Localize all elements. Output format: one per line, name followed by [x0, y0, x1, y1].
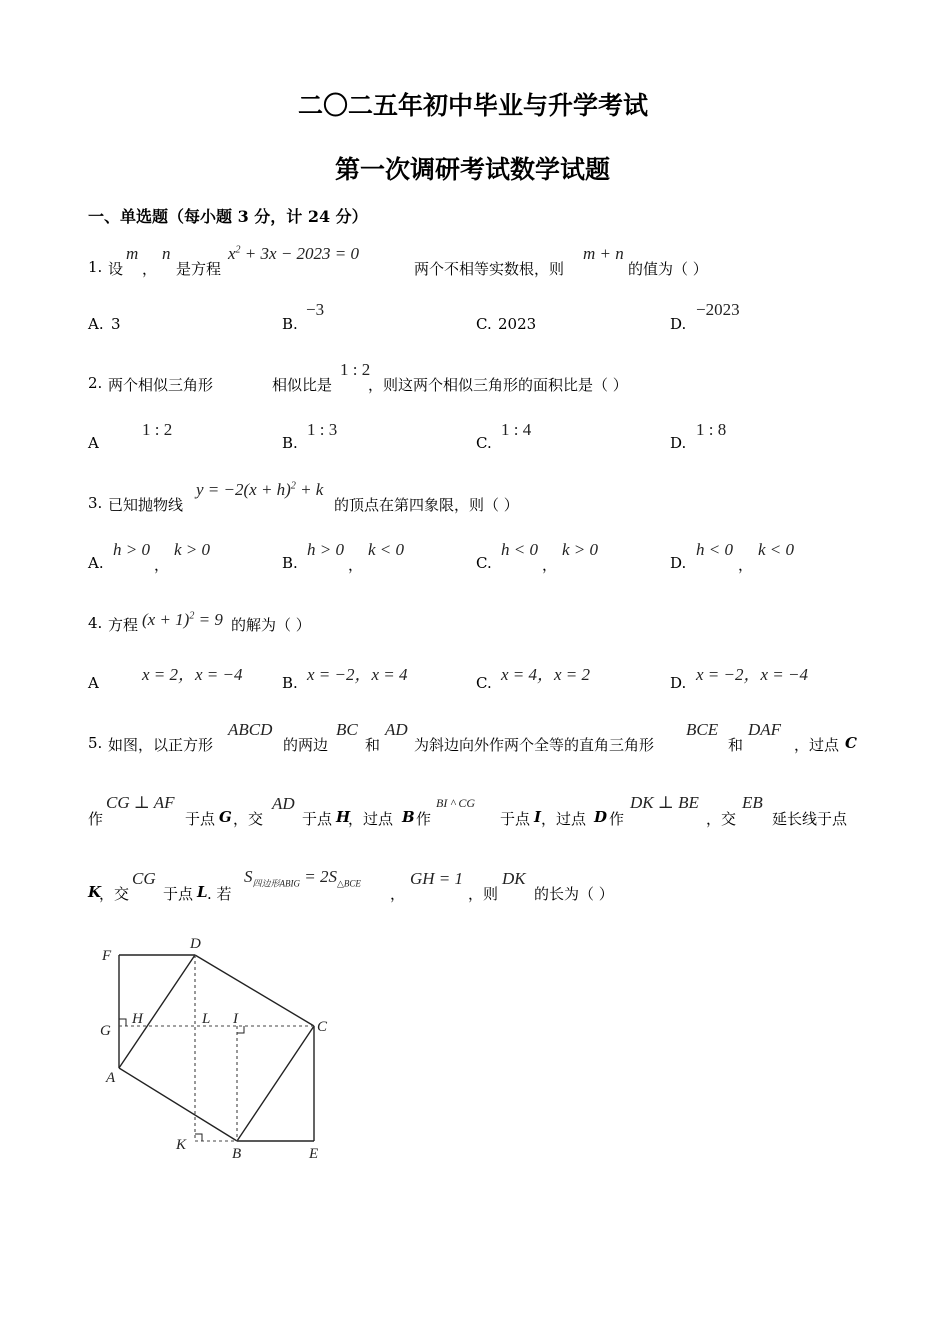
q2-option-b-value[interactable]: 1 : 3: [307, 420, 338, 439]
q4-option-b-label[interactable]: B.: [282, 674, 298, 692]
q3-option-c-sep: ，: [542, 556, 558, 574]
label-k: K: [176, 1137, 187, 1153]
q5-area-equation: $S_{四边形ABIG} = 2S_{\triangle BCE}$: [244, 867, 361, 889]
q1-equation: $x^2 + 3x - 2023 = 0$: [228, 244, 360, 263]
q1-text: 是方程: [176, 260, 222, 278]
q5-text: D: [594, 808, 608, 826]
q5-text: 于点: [185, 810, 216, 828]
q5-math: ABCD: [228, 720, 273, 739]
right-angle-i: [237, 1026, 244, 1033]
label-l: L: [202, 1011, 211, 1027]
q4-equation: $(x + 1)^2 = 9$: [142, 610, 223, 629]
label-b: B: [232, 1146, 242, 1162]
label-h: H: [132, 1011, 143, 1027]
q2-ratio: 1 : 2: [340, 360, 371, 379]
label-g: G: [100, 1023, 111, 1039]
q5-text: 作: [88, 810, 104, 828]
label-i: I: [233, 1011, 238, 1027]
q1-var-n: n: [162, 244, 171, 263]
q1-text: 两个不相等实数根，则: [414, 260, 565, 278]
q5-text: 为斜边向外作两个全等的直角三角形: [414, 736, 655, 754]
q4-text: 方程: [108, 616, 139, 634]
q5-text: 和: [728, 736, 744, 754]
q4-number: 4.: [88, 614, 103, 632]
q1-text: 的值为（ ）: [628, 260, 708, 278]
q5-text: ，则: [468, 885, 499, 903]
q3-equation: $y = -2(x + h)^2 + k$: [196, 480, 324, 499]
q1-text: 设: [108, 260, 124, 278]
q3-option-a-v1[interactable]: h > 0: [113, 540, 150, 559]
q3-option-c-label[interactable]: C.: [476, 554, 492, 572]
q5-text: 的长为（ ）: [534, 885, 614, 903]
label-f: F: [102, 948, 112, 964]
q3-option-b-label[interactable]: B.: [282, 554, 298, 572]
q5-text: 延长线于点: [772, 810, 848, 828]
q5-math: AD: [272, 794, 295, 813]
q5-text: 于点: [500, 810, 531, 828]
q3-option-d-v2[interactable]: k < 0: [758, 540, 795, 559]
q5-text: 的两边: [283, 736, 329, 754]
q5-math: DAF: [748, 720, 782, 739]
q3-option-c-v1[interactable]: h < 0: [501, 540, 538, 559]
q1-var-m: m: [126, 244, 139, 263]
q4-option-d-value[interactable]: x = −2，x = −4: [696, 665, 808, 684]
q5-math: CG: [132, 869, 156, 888]
q5-text: 作: [609, 810, 625, 828]
q3-option-a-v2[interactable]: k > 0: [174, 540, 211, 559]
q1-expression: m + n: [583, 244, 624, 263]
q1-option-d-label[interactable]: D.: [670, 315, 687, 333]
exam-title: 二〇二五年初中毕业与升学考试: [298, 91, 649, 120]
q3-option-a-sep: ，: [154, 556, 170, 574]
label-d: D: [190, 936, 201, 952]
q5-text: B: [402, 808, 415, 826]
q3-text: 已知抛物线: [108, 496, 184, 514]
q5-math: CG ⊥ AF: [106, 793, 175, 812]
q2-option-d-value[interactable]: 1 : 8: [696, 420, 727, 439]
q5-text: 作: [416, 810, 432, 828]
q1-option-c-value[interactable]: 2023: [498, 315, 537, 333]
q5-math: AD: [385, 720, 408, 739]
segment-dc: [195, 955, 314, 1026]
q3-option-d-sep: ，: [738, 556, 754, 574]
q5-number: 5.: [88, 734, 103, 752]
q1-option-a-value[interactable]: 3: [111, 315, 121, 333]
q2-text: 相似比是: [272, 376, 333, 394]
q1-number: 1.: [88, 258, 103, 276]
q5-text: ，过点: [794, 736, 840, 754]
q3-text: 的顶点在第四象限，则（ ）: [334, 496, 519, 514]
q2-option-a-label[interactable]: A: [88, 434, 99, 452]
q5-text: C: [845, 734, 857, 752]
q4-option-c-label[interactable]: C.: [476, 674, 492, 692]
right-angle-g: [119, 1019, 126, 1026]
q1-text: ，: [142, 260, 158, 278]
q2-text: ，则这两个相似三角形的面积比是（ ）: [368, 376, 628, 394]
q5-text: L: [197, 883, 208, 901]
q3-number: 3.: [88, 494, 103, 512]
q2-option-d-label[interactable]: D.: [670, 434, 687, 452]
label-c: C: [317, 1019, 328, 1035]
q1-option-a-label[interactable]: A.: [88, 315, 104, 333]
segment-bc: [237, 1026, 314, 1141]
q5-text: G: [219, 808, 232, 826]
q5-text: . 若: [207, 885, 232, 903]
label-a: A: [106, 1070, 116, 1086]
q5-text: K: [88, 883, 102, 901]
q5-text: ，交: [706, 810, 737, 828]
q4-option-d-label[interactable]: D.: [670, 674, 687, 692]
q5-text: ，过点: [541, 810, 587, 828]
q2-option-c-value[interactable]: 1 : 4: [501, 420, 532, 439]
q5-text: 如图，以正方形: [108, 736, 214, 754]
q5-math: GH = 1: [410, 869, 464, 888]
q5-text: 和: [365, 736, 381, 754]
q5-text: 于点: [163, 885, 194, 903]
q1-option-b-label[interactable]: B.: [282, 315, 298, 333]
q2-option-c-label[interactable]: C.: [476, 434, 492, 452]
label-e: E: [309, 1146, 319, 1162]
q2-option-b-label[interactable]: B.: [282, 434, 298, 452]
q2-text: 两个相似三角形: [108, 376, 214, 394]
q3-option-b-v1[interactable]: h > 0: [307, 540, 344, 559]
q5-math: DK: [502, 869, 526, 888]
q5-math: BC: [336, 720, 358, 739]
q4-option-b-value[interactable]: x = −2，x = 4: [307, 665, 408, 684]
q3-option-b-sep: ，: [348, 556, 364, 574]
right-angle-k: [195, 1134, 202, 1141]
q5-math: BCE: [686, 720, 719, 739]
q1-option-d-value[interactable]: −2023: [696, 300, 740, 319]
q5-text: ，过点: [348, 810, 394, 828]
q5-text: ，交: [233, 810, 264, 828]
segment-da: [119, 955, 195, 1068]
q3-option-a-label[interactable]: A.: [88, 554, 104, 572]
geometry-figure: [90, 930, 350, 1170]
q2-number: 2.: [88, 374, 103, 392]
exam-subtitle: 第一次调研考试数学试题: [335, 155, 611, 184]
segment-ab: [119, 1068, 237, 1141]
q5-text: ，交: [99, 885, 130, 903]
q3-option-d-v1[interactable]: h < 0: [696, 540, 733, 559]
q5-text: H: [336, 808, 351, 826]
section-heading: 一、单选题（每小题 3 分，计 24 分）: [88, 207, 368, 226]
q4-option-c-value[interactable]: x = 4，x = 2: [501, 665, 591, 684]
q5-math: BI ^ CG: [436, 796, 476, 810]
q5-text: 于点: [302, 810, 333, 828]
q3-option-b-v2[interactable]: k < 0: [368, 540, 405, 559]
q4-option-a-value[interactable]: x = 2，x = −4: [142, 665, 243, 684]
q3-option-c-v2[interactable]: k > 0: [562, 540, 599, 559]
q5-text: ，: [390, 885, 406, 903]
q1-option-c-label[interactable]: C.: [476, 315, 492, 333]
q1-option-b-value[interactable]: −3: [306, 300, 325, 319]
q3-option-d-label[interactable]: D.: [670, 554, 687, 572]
q5-math: DK ⊥ BE: [630, 793, 699, 812]
q5-text: I: [534, 808, 542, 826]
q4-option-a-label[interactable]: A: [88, 674, 99, 692]
q5-math: EB: [742, 793, 763, 812]
q4-text: 的解为（ ）: [231, 616, 311, 634]
q2-option-a-value[interactable]: 1 : 2: [142, 420, 173, 439]
